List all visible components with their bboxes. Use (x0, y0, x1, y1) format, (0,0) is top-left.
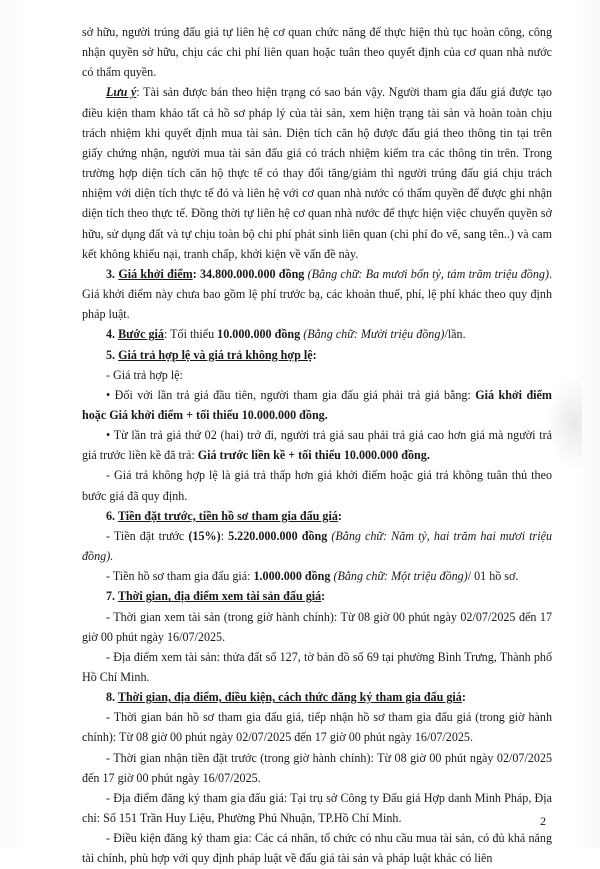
text-run: / 01 hồ sơ. (467, 569, 519, 584)
text-run: (Bằng chữ: Năm tỷ, hai trăm hai mươi triệu đồng). (82, 528, 553, 564)
text-run: Giá khởi điểm (118, 266, 193, 281)
paragraph-p1 (82, 22, 552, 82)
paragraph-s7a (82, 607, 552, 647)
paragraph-s3 (82, 264, 552, 324)
paragraph-s5c (82, 425, 552, 465)
text-run: 6. (106, 508, 118, 523)
text-run: Bước giá (118, 327, 164, 342)
paragraph-s4 (82, 324, 552, 344)
text-run: : (461, 690, 466, 705)
text-run: (Bằng chữ: Một triệu đồng) (330, 569, 468, 584)
text-run: 5.220.000.000 đồng (228, 528, 328, 543)
paragraph-s8 (82, 687, 552, 707)
text-run: - Địa điểm đăng ký tham gia đấu giá: Tại trụ sở Công ty Đấu giá Hợp danh Minh Pháp, Địa chỉ: Số 151 Trần Huy Liệu, Phường Phú Nhuận, TP.Hồ Chí Minh. (82, 790, 552, 826)
paragraph-s7 (82, 586, 552, 606)
paragraph-s6b (82, 566, 552, 586)
paragraph-s8b (82, 748, 552, 788)
text-run: : (312, 347, 317, 362)
text-run: 10.000.000 đồng (217, 327, 301, 342)
text-run: sở hữu, người trúng đấu giá tự liên hệ cơ quan chức năng để thực hiện thủ tục hoàn công, công nhận quyền sở hữu, chịu các chi phí liên quan hoặc tuân theo quyết định của cơ quan nhà nước có thẩm quyền. (82, 25, 552, 80)
text-run: . Giá khởi điểm này chưa bao gồm lệ phí trước bạ, các khoản thuế, phí, lệ phí khác theo quy định pháp luật. (82, 266, 553, 322)
text-run: : 34.800.000.000 đồng (192, 266, 305, 281)
text-run: 8. (106, 690, 118, 705)
text-run: - Địa điểm xem tài sản: thửa đất số 127, tờ bản đồ số 69 tại phường Bình Trưng, Thành phố Hồ Chí Minh. (82, 649, 552, 684)
text-run: : (220, 528, 229, 543)
text-run: (15%) (188, 528, 221, 543)
text-run: (Bằng chữ: Ba mươi bốn tỷ, tám trăm triệu đồng) (304, 266, 549, 281)
paragraph-s5d (82, 465, 552, 505)
text-run: - Giá trả hợp lệ: (106, 367, 183, 382)
text-run: Tiền đặt trước, tiền hồ sơ tham gia đấu giá (117, 508, 338, 523)
text-run: 4. (106, 327, 119, 342)
paragraph-s8c (82, 788, 552, 828)
seal-stamp-fragment (548, 378, 582, 468)
text-run: 5. (106, 347, 119, 362)
text-run: - Thời gian xem tài sản (trong giờ hành chính): Từ 08 giờ 00 phút ngày 02/07/2025 đến 17 giờ 00 phút ngày 16/07/2025. (82, 609, 552, 644)
text-run: : Tài sản được bán theo hiện trạng có sao bán vậy. Người tham gia đấu giá được tạo điều kiện tham khảo tất cả hồ sơ pháp lý của tài sản, xem hiện trạng tài sản và hoàn toàn chịu trách nhiệm khi quyết định mua tài sản. Diện tích căn hộ được đấu giá theo thông tin tại trên giấy chứng nhận, người mua tài sản đấu giá có trách nhiệm kiểm tra các thông tin trên. Trong trường hợp diện tích căn hộ thực tế có thay đổi tăng/giảm thì người trúng đấu giá chịu trách nhiệm với diện tích thực tế đó và liên hệ với cơ quan nhà nước có thẩm quyền để được ghi nhận diện tích theo thực tế. Đồng thời tự liên hệ cơ quan nhà nước để thực hiện việc chuyển quyền sở hữu, sử dụng đất và tự chịu toàn bộ chi phí phát sinh liên quan (chi phí đo vẽ, sang tên..) và cam kết không khiếu nại, tranh chấp, khởi kiện về vấn đề này. (82, 85, 552, 261)
paragraph-s5a (82, 365, 552, 385)
text-run: (Bằng chữ: Mười triệu đồng) (300, 327, 445, 342)
text-run: - Điều kiện đăng ký tham gia: Các cá nhân, tổ chức có nhu cầu mua tài sản, có đủ khả năng tài chính, phù hợp với quy định pháp luật về đấu giá tài sản và pháp luật khác có liên (82, 831, 552, 866)
text-run: • Đối với lần trả giá đầu tiên, người tham gia đấu giá phải trả giá bằng: (106, 387, 476, 402)
text-run: Giá trả hợp lệ và giá trả không hợp lệ (118, 347, 313, 362)
text-run: - Tiền đặt trước (106, 528, 189, 543)
text-run: Giá trước liền kề + tối thiểu 10.000.000 đồng. (197, 448, 430, 463)
paragraph-s6a (82, 526, 552, 566)
text-run: Lưu ý (106, 85, 137, 100)
paragraph-note (82, 82, 552, 263)
text-run: : Tối thiểu (163, 327, 218, 342)
paragraph-s5b (82, 385, 552, 425)
text-run: • Từ lần trả giá thứ 02 (hai) trở đi, người trả giá sau phải trả giá cao hơn giá mà người trả giá trước liền kề đã trả: (82, 428, 552, 463)
paragraph-s7b (82, 647, 552, 687)
paragraph-s8d (82, 828, 552, 868)
text-run: - Tiền hồ sơ tham gia đấu giá: (106, 569, 254, 584)
page-number: 2 (540, 814, 546, 828)
text-run: /lần. (444, 327, 466, 342)
text-run: 3. (106, 266, 119, 281)
document-body (82, 22, 552, 869)
text-run: - Giá trả không hợp lệ là giá trả thấp hơn giá khởi điểm hoặc giá trả không tuân thủ theo bước giá đã quy định. (82, 468, 552, 503)
paragraph-s8a (82, 707, 552, 747)
paragraph-s5 (82, 345, 552, 365)
text-run: Giá khởi điểm hoặc Giá khởi điểm + tối thiểu 10.000.000 đồng. (82, 387, 552, 422)
paragraph-s6 (82, 506, 552, 526)
text-run: Thời gian, địa điểm, điều kiện, cách thức đăng ký tham gia đấu giá (117, 690, 462, 705)
text-run: - Thời gian bán hồ sơ tham gia đấu giá, tiếp nhận hồ sơ tham gia đấu giá (trong giờ hành chính): Từ 08 giờ 00 phút ngày 02/07/2025 đến 17 giờ 00 phút ngày 16/07/2025. (82, 710, 552, 745)
text-run: 7. (106, 589, 118, 604)
text-run: - Thời gian nhận tiền đặt trước (trong giờ hành chính): Từ 08 giờ 00 phút ngày 02/07/2025 đến 17 giờ 00 phút ngày 16/07/2025. (82, 750, 552, 785)
text-run: : (337, 508, 342, 523)
text-run: Thời gian, địa điểm xem tài sản đấu giá (117, 589, 322, 604)
text-run: : (321, 589, 326, 604)
text-run: 1.000.000 đồng (253, 569, 331, 584)
